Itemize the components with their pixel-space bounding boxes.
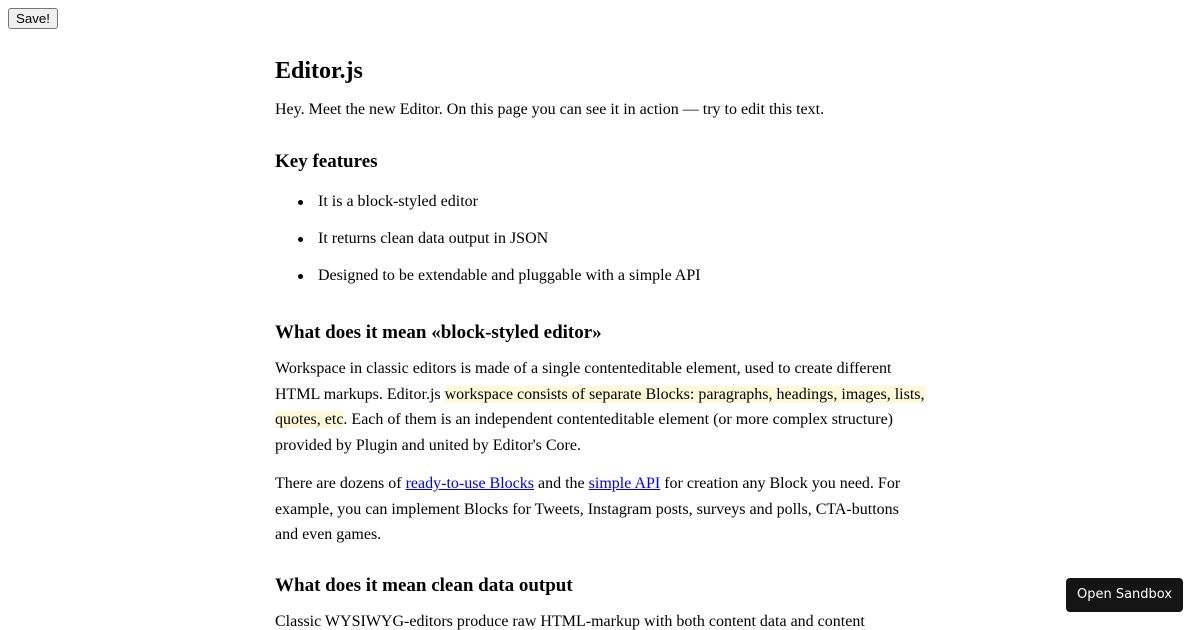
simple-api-link[interactable]: simple API [588, 475, 661, 492]
paragraph-text: and the [534, 475, 589, 492]
ready-to-use-blocks-link[interactable]: ready-to-use Blocks [405, 475, 534, 492]
save-button[interactable]: Save! [8, 8, 58, 29]
list-item[interactable] [275, 189, 701, 226]
blocks-paragraph[interactable] [275, 471, 925, 548]
block-styled-heading[interactable]: What does it mean «block-styled editor» [275, 322, 602, 343]
bullet-icon [298, 274, 303, 279]
clean-data-heading[interactable]: What does it mean clean data output [275, 575, 573, 596]
list-item-label: It returns clean data output in JSON [318, 230, 549, 247]
key-features-heading[interactable]: Key features [275, 151, 378, 172]
paragraph-text: Workspace in classic editors is made of a single contenteditable element, used to create different HTML markups. Editor.js [275, 360, 892, 403]
paragraph-text: for creation any Block you need. For example, you can implement Blocks for Tweets, Instagram posts, surveys and polls, CTA-buttons and even games. [275, 475, 901, 544]
list-item-label: It is a block-styled editor [318, 193, 478, 210]
bullet-icon [298, 237, 303, 242]
open-sandbox-button[interactable]: Open Sandbox [1066, 578, 1183, 612]
paragraph-text: There are dozens of [275, 475, 406, 492]
key-features-list [275, 189, 701, 300]
list-item-label: Designed to be extendable and pluggable with a simple API [318, 267, 701, 284]
block-styled-paragraph[interactable] [275, 356, 925, 458]
list-item[interactable] [275, 226, 701, 263]
highlighted-text: workspace consists of separate Blocks: paragraphs, headings, images, lists, quotes, etc [275, 385, 925, 429]
list-item[interactable] [275, 263, 701, 300]
clean-data-paragraph[interactable]: Classic WYSIWYG-editors produce raw HTML-markup with both content data and content [275, 613, 865, 630]
bullet-icon [298, 200, 303, 205]
page-title[interactable]: Editor.js [275, 58, 363, 84]
intro-paragraph[interactable]: Hey. Meet the new Editor. On this page you can see it in action — try to edit this text. [275, 101, 825, 118]
paragraph-text: . Each of them is an independent contenteditable element (or more complex structure) provided by Plugin and united by Editor's Core. [275, 411, 893, 454]
